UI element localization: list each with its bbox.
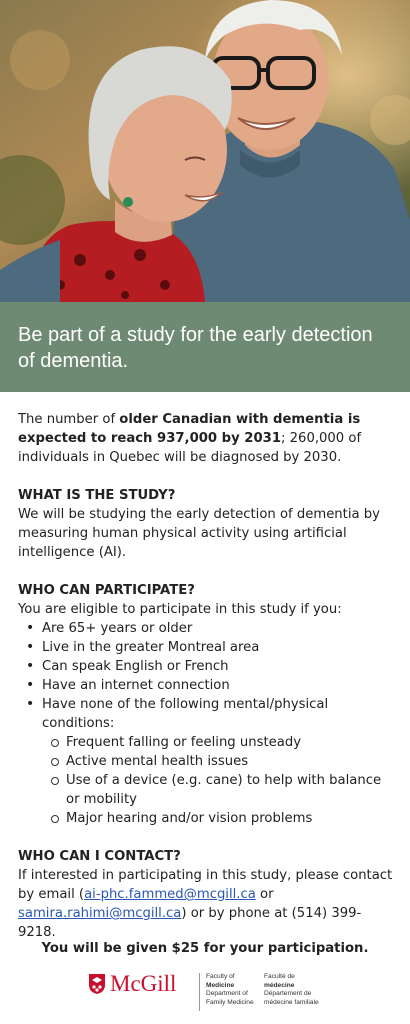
- intro-paragraph: [18, 410, 398, 467]
- contact-heading: WHO CAN I CONTACT?: [18, 849, 181, 864]
- list-item: • Have an internet connection: [18, 676, 398, 695]
- contact-text-2: or: [255, 887, 274, 902]
- study-heading: WHAT IS THE STUDY?: [18, 488, 176, 503]
- fr-faculty-name: médecine: [264, 981, 295, 989]
- logo-divider: [199, 973, 200, 1011]
- list-item: • Are 65+ years or older: [18, 619, 398, 638]
- contact-text-3: ) or by phone at (514) 399-9218.: [18, 906, 362, 940]
- fr-department-name: médecine familiale: [264, 998, 319, 1006]
- hero-photo: [0, 0, 410, 302]
- en-faculty-name: Medicine: [206, 981, 235, 989]
- contact-text: [18, 866, 398, 942]
- payment-note: You will be given $25 for your participation.: [41, 941, 369, 956]
- condition-item: Frequent falling or feeling unsteady: [42, 733, 398, 752]
- intro-text-pre: The number of: [18, 412, 120, 427]
- contact-text-1: If interested in participating in this study, please contact by email (: [18, 868, 393, 902]
- email-link-rahimi[interactable]: samira.rahimi@mcgill.ca: [18, 906, 182, 921]
- list-item: • Live in the greater Montreal area: [18, 638, 398, 657]
- list-item-conditions: [18, 695, 398, 733]
- study-text: We will be studying the early detection of dementia by measuring human physical activity using artificial intelligence (AI).: [18, 507, 380, 560]
- mcgill-shield-icon: [88, 973, 106, 995]
- contact-section: [18, 847, 398, 942]
- en-faculty-label: Faculty of: [206, 973, 235, 980]
- fr-faculty-label: Faculté de: [264, 973, 295, 980]
- participate-lead: You are eligible to participate in this study if you:: [18, 602, 342, 617]
- flyer-body: [18, 410, 398, 942]
- conditions-lead: Have none of the following mental/physical conditions:: [42, 697, 329, 731]
- participate-section: [18, 581, 398, 828]
- en-department-label: Department of: [206, 990, 248, 998]
- conditions-list: [18, 733, 398, 828]
- en-department-name: Family Medicine: [206, 998, 254, 1006]
- condition-item: Use of a device (e.g. cane) to help with balance or mobility: [42, 771, 398, 809]
- mcgill-wordmark: McGill: [110, 971, 177, 996]
- fr-department-label: Département de: [264, 990, 312, 998]
- english-faculty-block: [206, 973, 254, 1007]
- french-faculty-block: [264, 973, 319, 1007]
- list-item: • Can speak English or French: [18, 657, 398, 676]
- intro-text-post: ; 260,000 of individuals in Quebec will be diagnosed by 2030.: [18, 431, 362, 465]
- senior-couple-illustration: [0, 0, 410, 302]
- intro-text-bold: older Canadian with dementia is expected to reach 937,000 by 2031: [18, 412, 361, 446]
- participate-heading: WHO CAN PARTICIPATE?: [18, 583, 195, 598]
- email-link-fammed[interactable]: ai-phc.fammed@mcgill.ca: [84, 887, 256, 902]
- condition-item: Active mental health issues: [42, 752, 398, 771]
- study-section: [18, 486, 398, 562]
- title-banner: [0, 302, 410, 392]
- condition-item: Major hearing and/or vision problems: [42, 809, 398, 828]
- page-title: Be part of a study for the early detection of dementia.: [18, 324, 373, 372]
- mcgill-footer-logo: [88, 971, 328, 1015]
- eligibility-list: [18, 619, 398, 733]
